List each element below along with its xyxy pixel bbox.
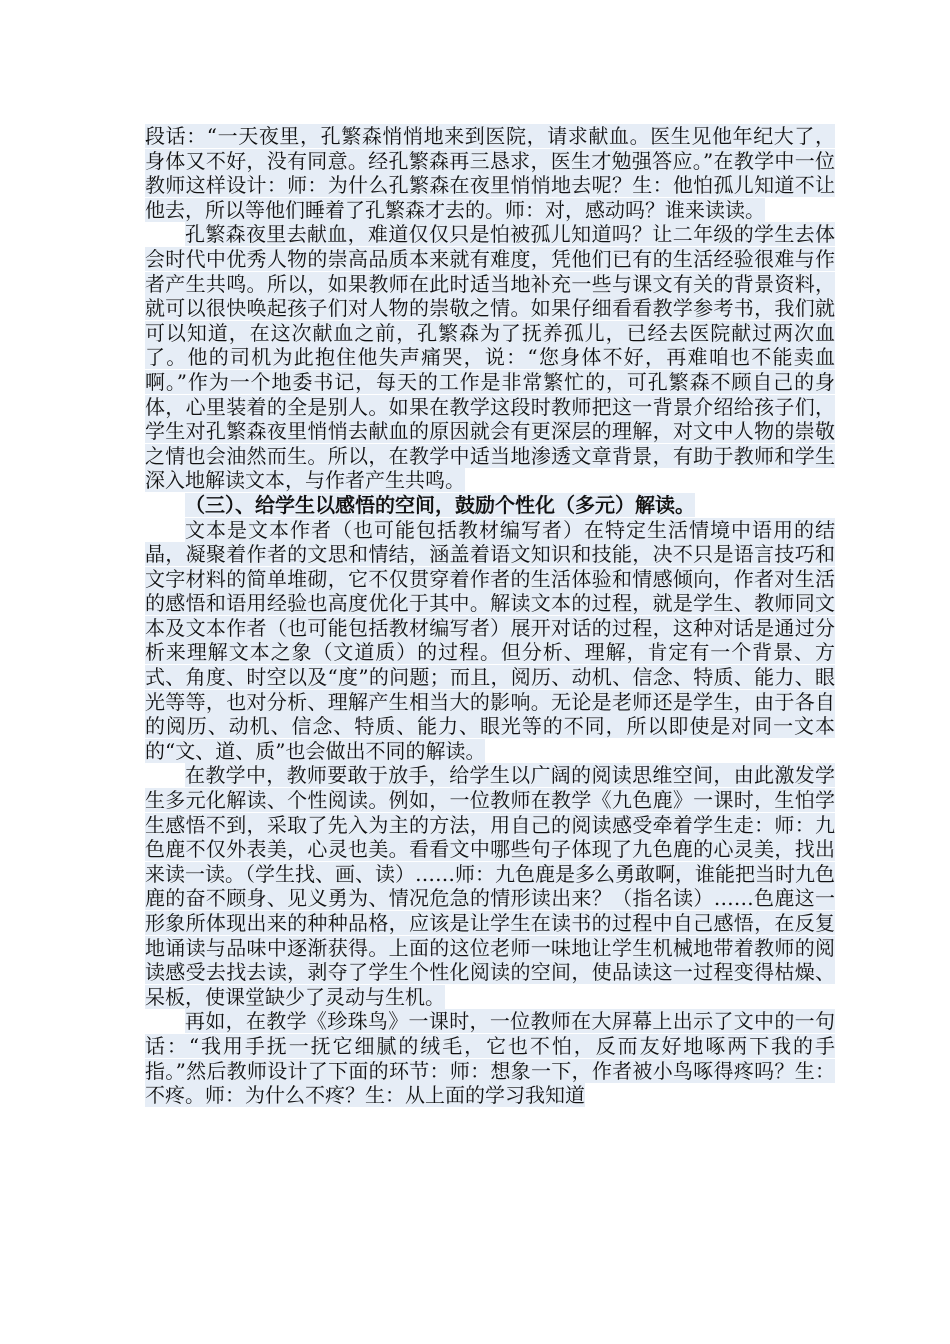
paragraph-1-text: 段话：“一天夜里，孔繁森悄悄地来到医院，请求献血。医生见他年纪大了，身体又不好，没有同意。经孔繁森再三恳求，医生才勉强答应。”在教学中一位教师这样设计：师：为什么孔繁森在夜里悄悄地去呢？生：他怕孤儿知道不让他去，所以等他们睡着了孔繁森才去的。师：对，感动吗？谁来读读。 bbox=[145, 124, 835, 222]
paragraph-1 bbox=[145, 124, 835, 222]
section-heading-3 bbox=[145, 493, 835, 518]
paragraph-5 bbox=[145, 763, 835, 1009]
paragraph-2 bbox=[145, 222, 835, 493]
section-heading-3-text: （三）、给学生以感悟的空间，鼓励个性化（多元）解读。 bbox=[185, 492, 695, 517]
paragraph-5-text: 在教学中，教师要敢于放手，给学生以广阔的阅读思维空间，由此激发学生多元化解读、个性阅读。例如，一位教师在教学《九色鹿》一课时，生怕学生感悟不到，采取了先入为主的方法，用自己的阅读感受牵着学生走：师：九色鹿不仅外表美，心灵也美。看看文中哪些句子体现了九色鹿的心灵美，找出来读一读。（学生找、画、读）……师：九色鹿是多么勇敢啊，谁能把当时九色鹿的奋不顾身、见义勇为、情况危急的情形读出来？（指名读）……色鹿这一形象所体现出来的种种品格，应该是让学生在读书的过程中自己感悟，在反复地诵读与品味中逐渐获得。上面的这位老师一味地让学生机械地带着教师的阅读感受去找去读，剥夺了学生个性化阅读的空间，使品读这一过程变得枯燥、呆板，使课堂缺少了灵动与生机。 bbox=[145, 763, 835, 1009]
paragraph-6-text: 再如，在教学《珍珠鸟》一课时，一位教师在大屏幕上出示了文中的一句话：“我用手抚一抚它细腻的绒毛，它也不怕，反而友好地啄两下我的手指。”然后教师设计了下面的环节：师：想象一下，作者被小鸟啄得疼吗？生：不疼。师：为什么不疼？生：从上面的学习我知道 bbox=[145, 1009, 835, 1108]
paragraph-2-text: 孔繁森夜里去献血，难道仅仅只是怕被孤儿知道吗？让二年级的学生去体会时代中优秀人物的崇高品质本来就有难度，凭他们已有的生活经验很难与作者产生共鸣。所以，如果教师在此时适当地补充一些与课文有关的背景资料，就可以很快唤起孩子们对人物的崇敬之情。如果仔细看看教学参考书，我们就可以知道，在这次献血之前，孔繁森为了抚养孤儿，已经去医院献过两次血了。他的司机为此抱住他失声痛哭，说：“您身体不好，再难咱也不能卖血啊。”作为一个地委书记，每天的工作是非常繁忙的，可孔繁森不顾自己的身体，心里装着的全是别人。如果在教学这段时教师把这一背景介绍给孩子们，学生对孔繁森夜里悄悄去献血的原因就会有更深层的理解，对文中人物的崇敬之情也会油然而生。所以，在教学中适当地渗透文章背景，有助于教师和学生深入地解读文本，与作者产生共鸣。 bbox=[145, 222, 835, 493]
paragraph-6 bbox=[145, 1009, 835, 1107]
paragraph-4-text: 文本是文本作者（也可能包括教材编写者）在特定生活情境中语用的结晶，凝聚着作者的文思和情结，涵盖着语文知识和技能，决不只是语言技巧和文字材料的简单堆砌，它不仅贯穿着作者的生活体验和情感倾向，作者对生活的感悟和语用经验也高度优化于其中。解读文本的过程，就是学生、教师同文本及文本作者（也可能包括教材编写者）展开对话的过程，这种对话是通过分析来理解文本之象（文道质）的过程。但分析、理解，肯定有一个背景、方式、角度、时空以及“度”的问题；而且，阅历、动机、信念、特质、能力、眼光等等，也对分析、理解产生相当大的影响。无论是老师还是学生，由于各自的阅历、动机、信念、特质、能力、眼光等的不同，所以即使是对同一文本的“文、道、质”也会做出不同的解读。 bbox=[145, 517, 835, 763]
document-body bbox=[145, 124, 835, 1108]
paragraph-4 bbox=[145, 518, 835, 764]
